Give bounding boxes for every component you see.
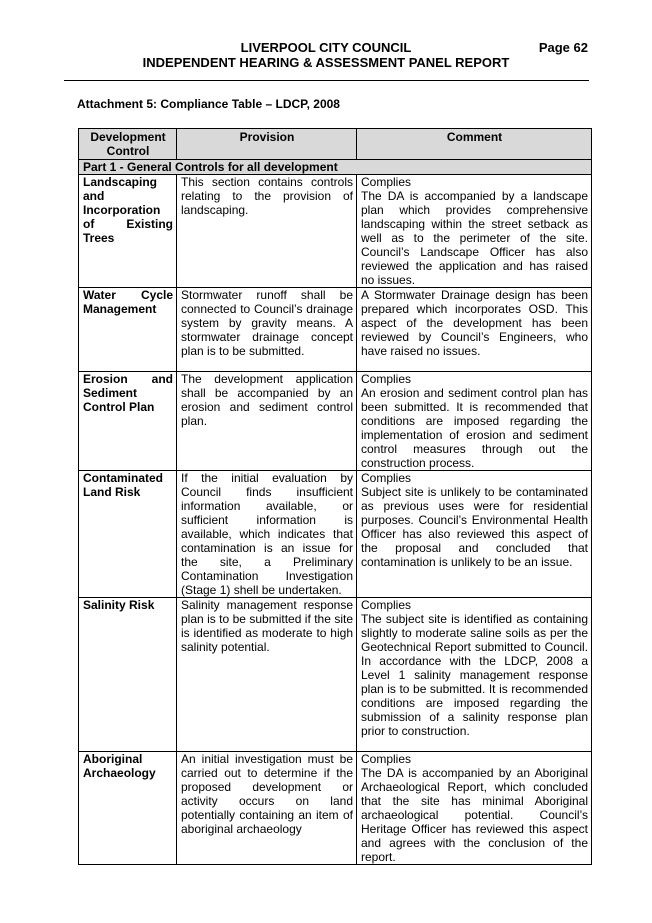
attachment-title: Attachment 5: Compliance Table – LDCP, 2008 [77,97,340,111]
report-title: INDEPENDENT HEARING & ASSESSMENT PANEL REPORT [142,55,510,70]
control-cell: Salinity Risk [79,598,177,752]
column-header-comment: Comment [357,129,592,160]
table-row [79,471,592,598]
provision-cell: Salinity management response plan is to be submitted if the site is identified as moderate to high salinity potential. [177,598,357,752]
provision-cell: This section contains controls relating to the provision of landscaping. [177,175,357,288]
comment-text: An erosion and sediment control plan has been submitted. It is recommended that conditions are imposed regarding the implementation of erosion and sediment control measures through out the construction process. [361,386,588,470]
column-header-development-control: Development Control [79,129,177,160]
table-row [79,598,592,752]
comment-status: Complies [361,752,412,766]
comment-status: Complies [361,175,412,189]
comment-cell [357,598,592,752]
comment-status: Complies [361,471,412,485]
table-header-row [79,129,592,160]
control-cell: Landscaping and Incorporation of Existing Trees [79,175,177,288]
page-number: Page 62 [538,40,588,55]
control-cell: Erosion and Sediment Control Plan [79,372,177,471]
part-heading-row [79,160,592,175]
comment-text: The subject site is identified as containing slightly to moderate saline soils as per the Geotechnical Report submitted to Council. In accordance with the LDCP, 2008 a Level 1 salinity management response plan is to be submitted. It is recommended conditions are imposed regarding the submission of a salinity response plan prior to construction. [361,612,588,738]
comment-status: Complies [361,372,412,386]
comment-text: Subject site is unlikely to be contaminated as previous uses were for residential purposes. Council’s Environmental Health Officer has also reviewed this aspect of the proposal and concluded that contamination is unlikely to be an issue. [361,485,588,569]
council-name: LIVERPOOL CITY COUNCIL [240,40,412,55]
comment-text: The DA is accompanied by a landscape plan which provides comprehensive landscaping within the street setback as well as to the perimeter of the site. Council’s Landscape Officer has also reviewed the application and has raised no issues. [361,189,588,287]
control-cell: Aboriginal Archaeology [79,752,177,865]
comment-cell [357,372,592,471]
comment-status: Complies [361,598,412,612]
comment-text: The DA is accompanied by an Aboriginal Archaeological Report, which concluded that the site has minimal Aboriginal archaeological potential. Council’s Heritage Officer has reviewed this aspect and agrees with the conclusion of the report. [361,766,588,864]
provision-cell: An initial investigation must be carried out to determine if the proposed development or activity occurs on land potentially containing an item of aboriginal archaeology [177,752,357,865]
table-row [79,288,592,372]
compliance-table [78,128,592,865]
control-cell: Contaminated Land Risk [79,471,177,598]
provision-cell: Stormwater runoff shall be connected to Council’s drainage system by gravity means. A stormwater drainage concept plan is to be submitted. [177,288,357,372]
comment-cell [357,471,592,598]
header-divider [64,80,589,81]
comment-text: A Stormwater Drainage design has been prepared which incorporates OSD. This aspect of the development has been reviewed by Council’s Engineers, who have raised no issues. [361,288,588,358]
column-header-provision: Provision [177,129,357,160]
comment-cell [357,288,592,372]
provision-cell: If the initial evaluation by Council finds insufficient information available, or sufficient information is available, which indicates that contamination is an issue for the site, a Preliminary Contamination Investigation (Stage 1) shell be undertaken. [177,471,357,598]
table-row [79,175,592,288]
table-row [79,752,592,865]
comment-cell [357,175,592,288]
provision-cell: The development application shall be accompanied by an erosion and sediment control plan. [177,372,357,471]
table-row [79,372,592,471]
control-cell: Water Cycle Management [79,288,177,372]
comment-cell [357,752,592,865]
part-heading: Part 1 - General Controls for all development [79,160,592,175]
